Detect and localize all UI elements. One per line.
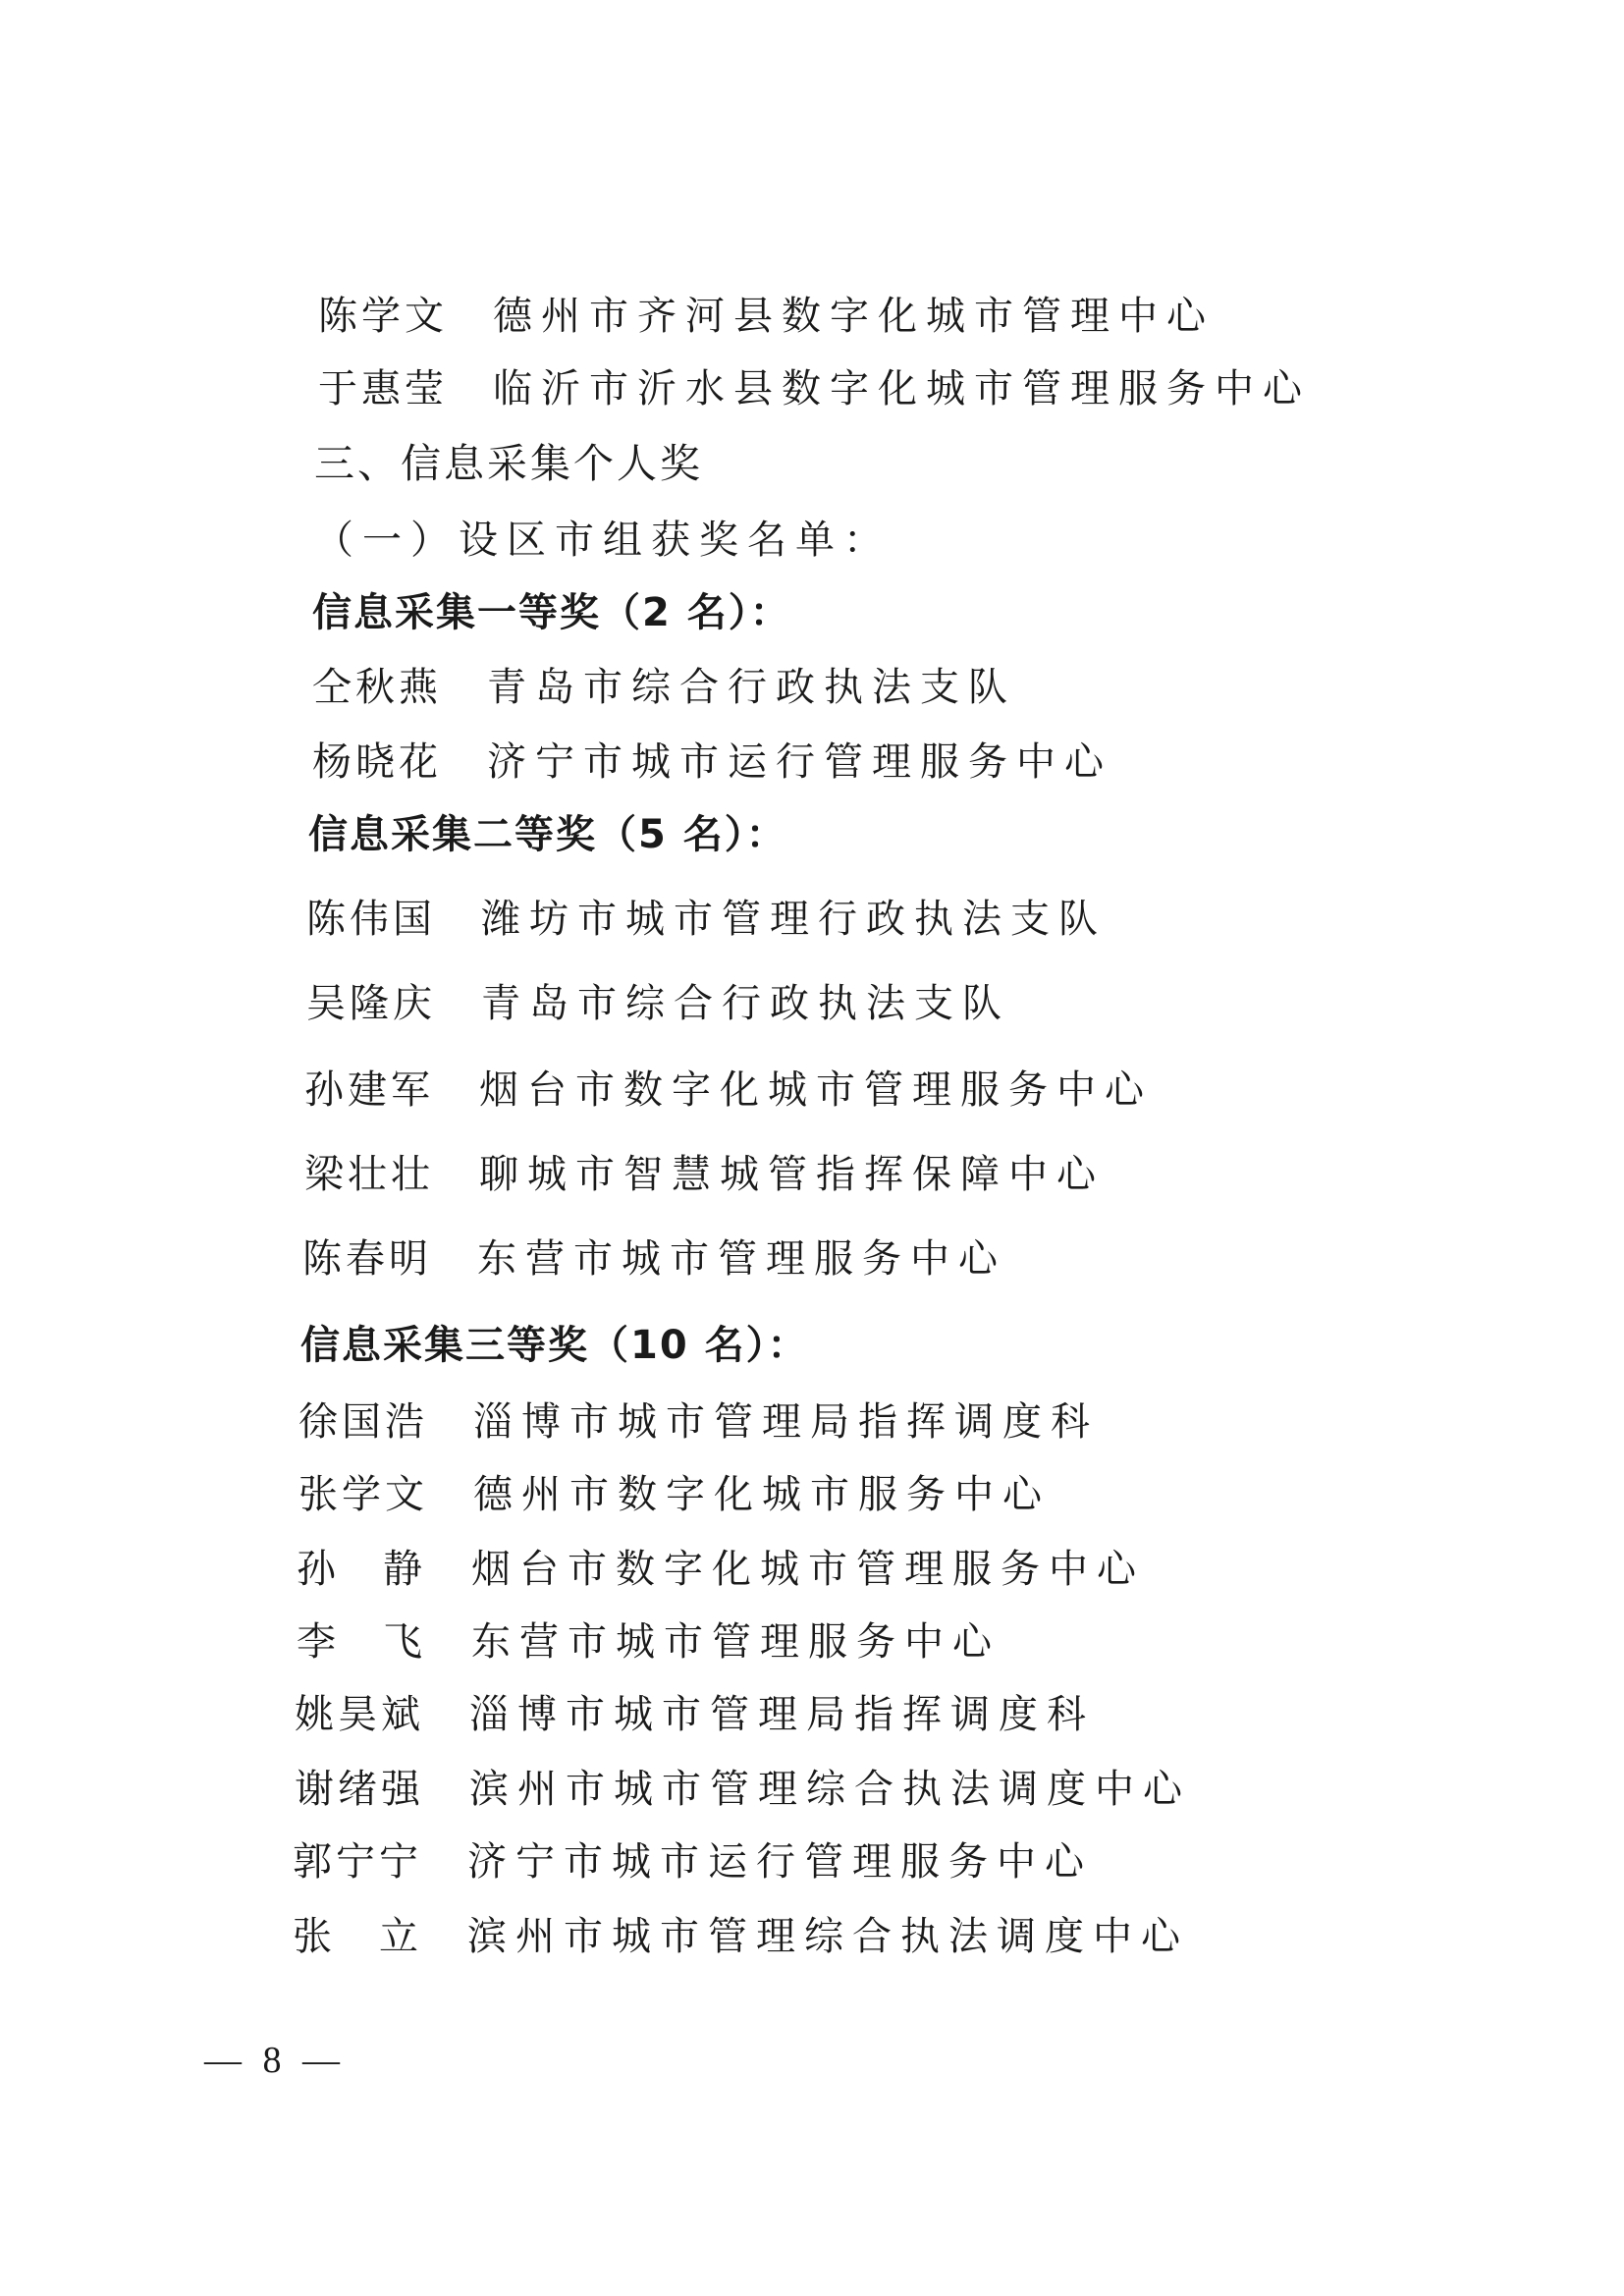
list-item [304,1066,1153,1114]
third-prize-title: 信息采集三等奖（10 名）： [300,1323,809,1368]
list-item [293,1913,1189,1960]
first-prize-title: 信息采集一等奖（2 名）： [312,590,791,635]
award-org: 烟台市数字化城市管理服务中心 [471,1547,1145,1592]
award-org: 东营市城市管理服务中心 [477,1236,1006,1282]
award-name: 于惠莹 [318,366,448,411]
award-name: 梁壮壮 [304,1152,434,1197]
list-item [318,365,1311,412]
list-item [295,1766,1191,1813]
award-name: 孙 静 [297,1547,426,1592]
award-name: 陈伟国 [306,897,436,942]
list-item [304,1151,1105,1198]
award-org: 济宁市城市运行管理服务中心 [487,739,1112,785]
award-org: 聊城市智慧城管指挥保障中心 [479,1152,1105,1197]
award-org: 淄博市城市管理局指挥调度科 [473,1399,1099,1445]
award-org: 青岛市综合行政执法支队 [487,665,1016,710]
award-name: 李 飞 [297,1619,426,1665]
award-name: 郭宁宁 [293,1839,422,1885]
award-org: 滨州市城市管理综合执法调度中心 [467,1914,1189,1959]
list-item [295,1691,1095,1738]
award-name: 陈春明 [302,1236,432,1282]
award-name: 吴隆庆 [306,981,436,1026]
subsection-title: （一）设区市组获奖名单： [314,518,892,563]
list-item [293,1838,1093,1886]
award-org: 东营市城市管理服务中心 [471,1619,1001,1665]
award-org: 烟台市数字化城市管理服务中心 [479,1067,1153,1113]
page-number: — 8 — [204,2040,346,2081]
award-name: 姚昊斌 [295,1692,424,1737]
award-name: 徐国浩 [298,1399,428,1445]
award-name: 杨晓花 [312,739,442,785]
award-name: 谢绪强 [295,1767,424,1812]
award-org: 临沂市沂水县数字化城市管理服务中心 [493,366,1311,411]
award-name: 张学文 [298,1472,428,1517]
list-item [302,1235,1006,1283]
list-item [297,1546,1145,1593]
award-org: 青岛市综合行政执法支队 [481,981,1010,1026]
award-org: 滨州市城市管理综合执法调度中心 [469,1767,1191,1812]
award-org: 德州市齐河县数字化城市管理中心 [493,294,1215,339]
list-item [318,293,1215,340]
award-org: 潍坊市城市管理行政执法支队 [481,897,1107,942]
list-item [298,1471,1051,1518]
list-item [312,738,1112,786]
list-item [297,1618,1001,1666]
list-item [306,980,1010,1027]
award-org: 德州市数字化城市服务中心 [473,1472,1051,1517]
second-prize-title: 信息采集二等奖（5 名）： [308,812,787,857]
list-item [312,664,1016,711]
list-item [298,1398,1099,1446]
award-name: 孙建军 [304,1067,434,1113]
list-item [306,896,1107,943]
award-org: 淄博市城市管理局指挥调度科 [469,1692,1095,1737]
section-title: 三、信息采集个人奖 [314,440,703,487]
award-name: 仝秋燕 [312,665,442,710]
award-org: 济宁市城市运行管理服务中心 [467,1839,1093,1885]
award-name: 张 立 [293,1914,422,1959]
award-name: 陈学文 [318,294,448,339]
